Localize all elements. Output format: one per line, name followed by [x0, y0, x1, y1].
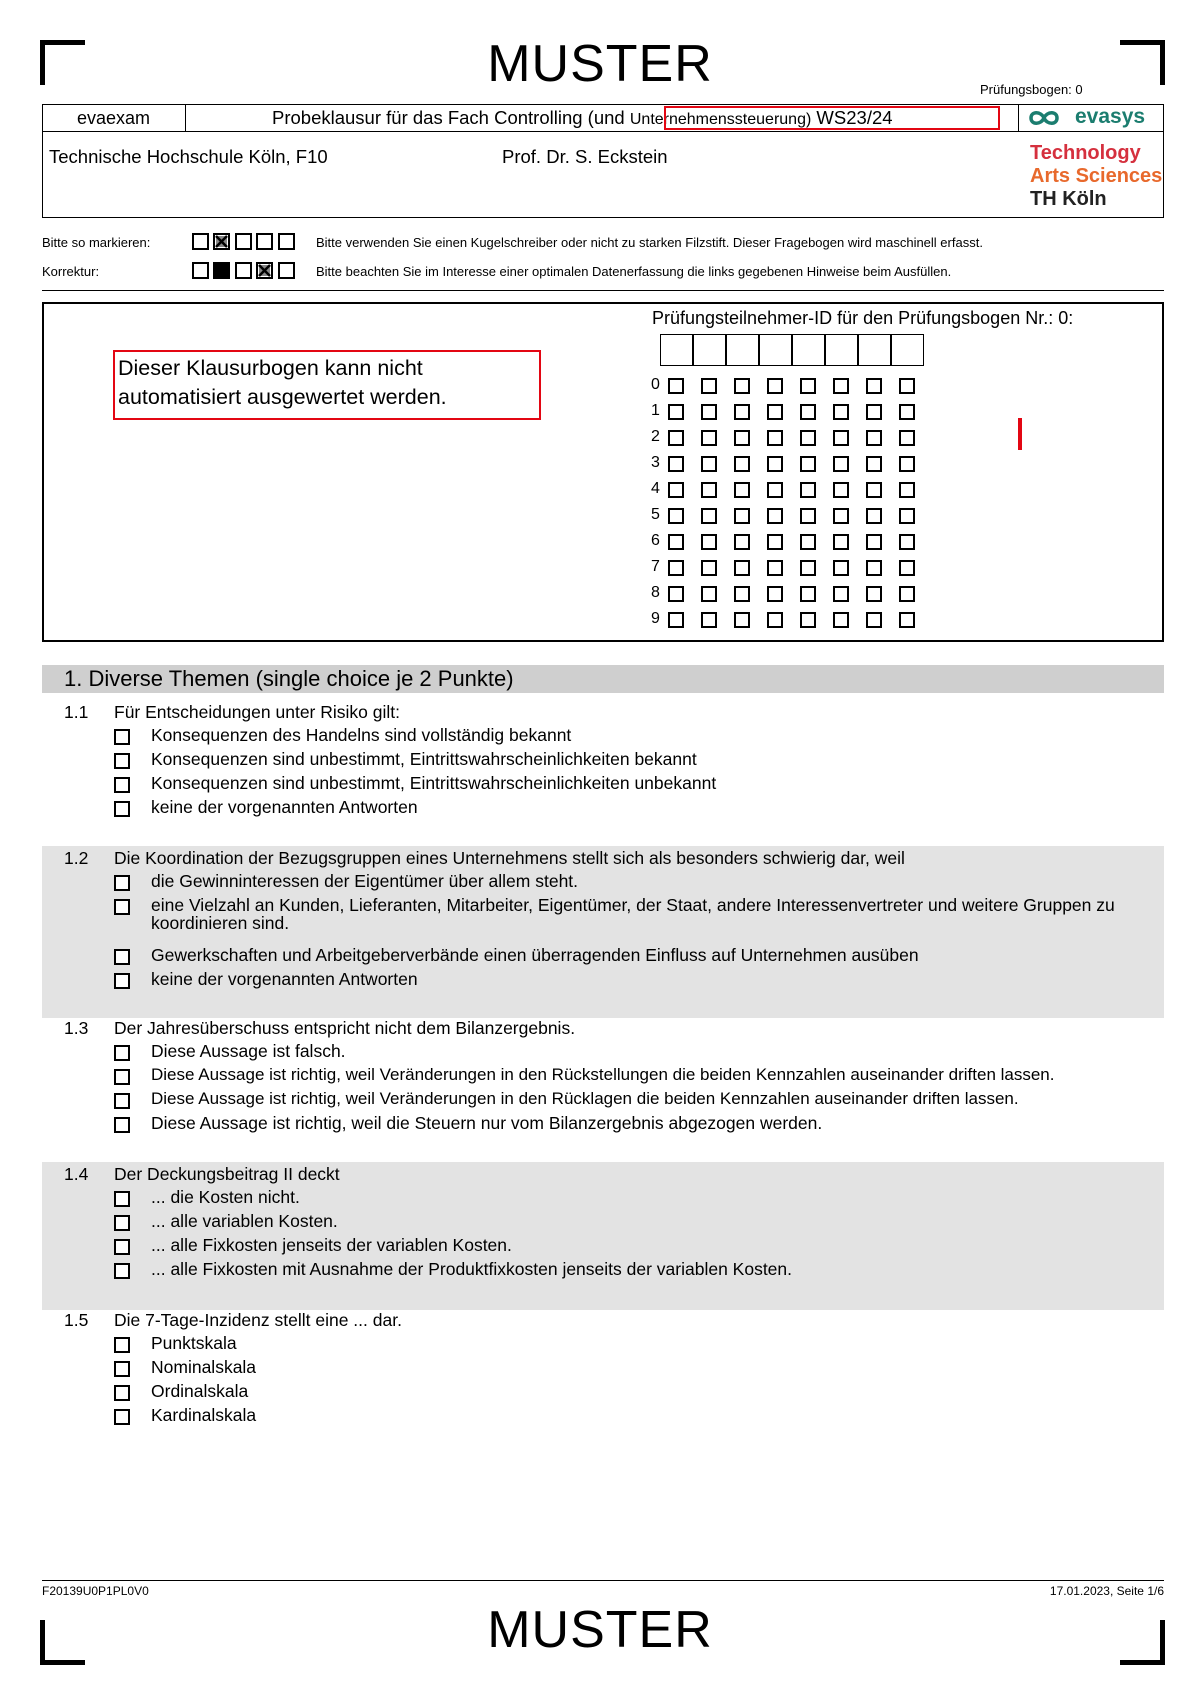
id-entry-cell[interactable] [825, 334, 858, 366]
digit-checkbox[interactable] [734, 456, 750, 472]
red-marker [1018, 418, 1022, 450]
digit-checkbox[interactable] [833, 430, 849, 446]
digit-checkbox[interactable] [734, 560, 750, 576]
digit-checkbox[interactable] [866, 612, 882, 628]
answer-text: keine der vorgenannten Antworten [151, 797, 418, 817]
digit-checkbox[interactable] [866, 430, 882, 446]
digit-checkbox[interactable] [899, 534, 915, 550]
answer-checkbox[interactable] [114, 1409, 130, 1425]
digit-checkbox[interactable] [866, 404, 882, 420]
digit-checkbox[interactable] [866, 456, 882, 472]
digit-label: 8 [651, 584, 660, 601]
digit-checkbox[interactable] [734, 430, 750, 446]
digit-checkbox[interactable] [668, 482, 684, 498]
digit-checkbox[interactable] [899, 430, 915, 446]
digit-checkbox[interactable] [800, 508, 816, 524]
institution: Technische Hochschule Köln, F10 [49, 146, 328, 167]
digit-checkbox[interactable] [701, 456, 717, 472]
digit-checkbox[interactable] [899, 456, 915, 472]
evasys-logo-icon [1027, 106, 1067, 130]
answer-option[interactable] [114, 1188, 1164, 1210]
correction-text: Bitte beachten Sie im Interesse einer optimalen Datenerfassung die links gegebenen Hinweise beim Ausfüllen. [316, 264, 952, 279]
digit-checkbox[interactable] [833, 508, 849, 524]
answer-text: Gewerkschaften und Arbeitgeberverbände einen überragenden Einfluss auf Unternehmen ausüben [151, 945, 919, 965]
digit-label: 1 [651, 402, 660, 419]
answer-text: ... alle variablen Kosten. [151, 1211, 338, 1231]
digit-checkbox[interactable] [800, 482, 816, 498]
digit-checkbox[interactable] [800, 612, 816, 628]
answer-checkbox[interactable] [114, 899, 130, 915]
question-number: 1.4 [64, 1164, 89, 1184]
logo-line-arts-sciences: Arts Sciences [1030, 165, 1163, 187]
digit-label: 7 [651, 558, 660, 575]
question-1-2 [42, 846, 1164, 1018]
example-checkbox-empty [278, 233, 295, 250]
digit-checkbox[interactable] [668, 586, 684, 602]
mark-instruction-text: Bitte verwenden Sie einen Kugelschreiber oder nicht zu starken Filzstift. Dieser Fragebogen wird maschinell erfasst. [316, 235, 983, 250]
answer-text: Kardinalskala [151, 1405, 257, 1425]
digit-checkbox[interactable] [800, 430, 816, 446]
digit-checkbox[interactable] [899, 612, 915, 628]
section-title: 1. Diverse Themen (single choice je 2 Punkte) [42, 665, 1164, 693]
example-checkbox-empty [192, 262, 209, 279]
th-koeln-logo [1030, 142, 1162, 211]
answer-checkbox[interactable] [114, 1093, 130, 1109]
example-checkbox-crossed [213, 233, 230, 250]
answer-option[interactable] [114, 750, 1164, 772]
answer-checkbox[interactable] [114, 1337, 130, 1353]
digit-checkbox[interactable] [899, 508, 915, 524]
digit-checkbox[interactable] [833, 378, 849, 394]
digit-checkbox[interactable] [800, 534, 816, 550]
id-entry-cell[interactable] [759, 334, 792, 366]
digit-checkbox[interactable] [668, 404, 684, 420]
participant-id-label: Prüfungsteilnehmer-ID für den Prüfungsbogen Nr.: 0: [652, 308, 1074, 328]
id-entry-cell[interactable] [891, 334, 924, 366]
answer-option[interactable] [114, 946, 1164, 968]
divider [42, 290, 1164, 291]
question-text: Die Koordination der Bezugsgruppen eines Unternehmens stellt sich als besonders schwierig dar, weil [114, 848, 905, 868]
answer-option[interactable] [114, 1406, 1164, 1428]
digit-checkbox[interactable] [899, 404, 915, 420]
answer-text: Konsequenzen sind unbestimmt, Eintrittswahrscheinlichkeiten unbekannt [151, 773, 717, 793]
answer-text: ... die Kosten nicht. [151, 1187, 300, 1207]
correction-label: Korrektur: [42, 264, 100, 279]
digit-label: 4 [651, 480, 660, 497]
digit-checkbox[interactable] [866, 586, 882, 602]
digit-checkbox[interactable] [833, 612, 849, 628]
warning-box [113, 350, 541, 420]
answer-checkbox[interactable] [114, 1069, 130, 1085]
answer-text: die Gewinninteressen der Eigentümer über allem steht. [151, 871, 579, 891]
example-checkbox-empty [235, 262, 252, 279]
digit-checkbox[interactable] [701, 586, 717, 602]
answer-option[interactable] [114, 896, 1164, 940]
question-number: 1.3 [64, 1018, 89, 1038]
warning-line-2: automatisiert ausgewertet werden. [118, 385, 447, 409]
id-entry-cell[interactable] [858, 334, 891, 366]
answer-option[interactable] [114, 798, 1164, 820]
answer-text: keine der vorgenannten Antworten [151, 969, 418, 989]
digit-checkbox[interactable] [668, 508, 684, 524]
digit-checkbox[interactable] [734, 482, 750, 498]
digit-checkbox[interactable] [800, 378, 816, 394]
answer-option[interactable] [114, 1334, 1164, 1356]
brand-name: evasys [1075, 105, 1146, 128]
digit-checkbox[interactable] [668, 430, 684, 446]
answer-text: ... alle Fixkosten mit Ausnahme der Produktfixkosten jenseits der variablen Kosten. [151, 1259, 793, 1279]
digit-checkbox[interactable] [866, 378, 882, 394]
answer-checkbox[interactable] [114, 1191, 130, 1207]
answer-option[interactable] [114, 1042, 1164, 1064]
digit-checkbox[interactable] [734, 508, 750, 524]
title-highlight-frame [664, 106, 1000, 130]
example-checkbox-empty [192, 233, 209, 250]
digit-checkbox[interactable] [767, 456, 783, 472]
answer-text: Punktskala [151, 1333, 237, 1353]
answer-text: Diese Aussage ist richtig, weil die Steuern nur vom Bilanzergebnis abgezogen werden. [151, 1113, 823, 1133]
question-text: Für Entscheidungen unter Risiko gilt: [114, 702, 400, 722]
digit-checkbox[interactable] [734, 404, 750, 420]
digit-checkbox[interactable] [800, 456, 816, 472]
digit-checkbox[interactable] [701, 508, 717, 524]
answer-checkbox[interactable] [114, 1361, 130, 1377]
footer-code: F20139U0P1PL0V0 [42, 1584, 149, 1598]
question-text: Der Jahresüberschuss entspricht nicht dem Bilanzergebnis. [114, 1018, 576, 1038]
question-number: 1.5 [64, 1310, 89, 1330]
professor: Prof. Dr. S. Eckstein [502, 146, 668, 167]
logo-line-technology: Technology [1030, 142, 1141, 164]
digit-checkbox[interactable] [899, 586, 915, 602]
answer-option[interactable] [114, 1114, 1164, 1136]
answer-option[interactable] [114, 1212, 1164, 1234]
answer-text: Konsequenzen des Handelns sind vollständig bekannt [151, 725, 572, 745]
answer-text: Ordinalskala [151, 1381, 249, 1401]
answer-checkbox[interactable] [114, 729, 130, 745]
digit-checkbox[interactable] [800, 586, 816, 602]
footer-date-page: 17.01.2023, Seite 1/6 [1049, 1584, 1164, 1598]
id-entry-cell[interactable] [660, 334, 693, 366]
answer-text: Diese Aussage ist richtig, weil Veränderungen in den Rückstellungen die beiden Kennzahlen auseinander driften lassen. [151, 1065, 1055, 1084]
question-number: 1.1 [64, 702, 89, 722]
answer-checkbox[interactable] [114, 1385, 130, 1401]
mark-instruction-label: Bitte so markieren: [42, 235, 151, 250]
digit-checkbox[interactable] [833, 560, 849, 576]
watermark-top: MUSTER [487, 35, 713, 93]
answer-checkbox[interactable] [114, 753, 130, 769]
digit-checkbox[interactable] [833, 586, 849, 602]
digit-checkbox[interactable] [767, 534, 783, 550]
question-1-4 [42, 1162, 1164, 1310]
brand-cell [1018, 104, 1164, 132]
digit-label: 2 [651, 428, 660, 445]
question-1-5 [42, 1308, 1164, 1430]
answer-text: Diese Aussage ist falsch. [151, 1041, 346, 1061]
question-number: 1.2 [64, 848, 89, 868]
answer-text: eine Vielzahl an Kunden, Lieferanten, Mitarbeiter, Eigentümer, der Staat, andere Interessenvertreter und weitere Gruppen zu koordinieren sind. [151, 895, 1115, 933]
system-label: evaexam [42, 104, 186, 132]
digit-checkbox[interactable] [668, 534, 684, 550]
answer-option[interactable] [114, 1260, 1164, 1282]
digit-label: 0 [651, 376, 660, 393]
answer-text: Nominalskala [151, 1357, 257, 1377]
answer-checkbox[interactable] [114, 1263, 130, 1279]
digit-checkbox[interactable] [899, 378, 915, 394]
digit-checkbox[interactable] [833, 456, 849, 472]
digit-checkbox[interactable] [866, 560, 882, 576]
correction-example [192, 262, 295, 280]
mark-example [192, 233, 295, 251]
id-entry-cell[interactable] [726, 334, 759, 366]
digit-checkbox[interactable] [701, 534, 717, 550]
digit-checkbox[interactable] [668, 378, 684, 394]
digit-checkbox[interactable] [701, 404, 717, 420]
answer-option[interactable] [114, 774, 1164, 796]
digit-checkbox[interactable] [734, 612, 750, 628]
digit-checkbox[interactable] [866, 482, 882, 498]
id-entry-cell[interactable] [792, 334, 825, 366]
digit-checkbox[interactable] [767, 612, 783, 628]
digit-checkbox[interactable] [800, 560, 816, 576]
answer-text: Konsequenzen sind unbestimmt, Eintrittswahrscheinlichkeiten bekannt [151, 749, 697, 769]
answer-text: Diese Aussage ist richtig, weil Veränderungen in den Rücklagen die beiden Kennzahlen auseinander driften lassen. [151, 1089, 1019, 1108]
example-checkbox-empty [235, 233, 252, 250]
digit-checkbox[interactable] [668, 456, 684, 472]
digit-checkbox[interactable] [701, 430, 717, 446]
digit-checkbox[interactable] [833, 404, 849, 420]
digit-label: 3 [651, 454, 660, 471]
example-checkbox-empty [256, 233, 273, 250]
digit-checkbox[interactable] [701, 378, 717, 394]
digit-checkbox[interactable] [899, 482, 915, 498]
digit-label: 6 [651, 532, 660, 549]
answer-option[interactable] [114, 1382, 1164, 1404]
digit-checkbox[interactable] [833, 534, 849, 550]
warning-line-1: Dieser Klausurbogen kann nicht [118, 356, 423, 380]
answer-option[interactable] [114, 1358, 1164, 1380]
digit-checkbox[interactable] [701, 560, 717, 576]
digit-checkbox[interactable] [866, 534, 882, 550]
answer-checkbox[interactable] [114, 1117, 130, 1133]
answer-checkbox[interactable] [114, 973, 130, 989]
digit-checkbox[interactable] [767, 560, 783, 576]
digit-checkbox[interactable] [767, 586, 783, 602]
answer-checkbox[interactable] [114, 801, 130, 817]
digit-checkbox[interactable] [767, 508, 783, 524]
digit-checkbox[interactable] [668, 560, 684, 576]
answer-checkbox[interactable] [114, 777, 130, 793]
digit-checkbox[interactable] [899, 560, 915, 576]
question-1-1 [42, 700, 1164, 822]
id-entry-cell[interactable] [693, 334, 726, 366]
question-text: Der Deckungsbeitrag II deckt [114, 1164, 340, 1184]
sheet-number: Prüfungsbogen: 0 [980, 82, 1083, 97]
digit-checkbox[interactable] [668, 612, 684, 628]
watermark-bottom: MUSTER [487, 1601, 713, 1659]
answer-option[interactable] [114, 872, 1164, 894]
example-checkbox-crossed [256, 262, 273, 279]
digit-checkbox[interactable] [734, 378, 750, 394]
answer-checkbox[interactable] [114, 949, 130, 965]
digit-checkbox[interactable] [734, 534, 750, 550]
answer-option[interactable] [114, 1066, 1164, 1088]
digit-label: 5 [651, 506, 660, 523]
exam-title-prefix: Probeklausur für das Fach Controlling (und [272, 107, 630, 128]
digit-checkbox[interactable] [767, 378, 783, 394]
answer-option[interactable] [114, 970, 1164, 992]
digit-checkbox[interactable] [800, 404, 816, 420]
header-info-row [42, 132, 1164, 218]
digit-label: 9 [651, 610, 660, 627]
answer-checkbox[interactable] [114, 1215, 130, 1231]
example-checkbox-empty [278, 262, 295, 279]
exam-title-suffix: WS23/24 [811, 107, 893, 128]
question-1-3 [42, 1016, 1164, 1138]
digit-checkbox[interactable] [833, 482, 849, 498]
question-text: Die 7-Tage-Inzidenz stellt eine ... dar. [114, 1310, 402, 1330]
digit-checkbox[interactable] [866, 508, 882, 524]
digit-checkbox[interactable] [767, 430, 783, 446]
answer-checkbox[interactable] [114, 1045, 130, 1061]
digit-checkbox[interactable] [701, 482, 717, 498]
digit-checkbox[interactable] [767, 404, 783, 420]
footer-divider [42, 1580, 1164, 1581]
answer-option[interactable] [114, 1090, 1164, 1112]
answer-option[interactable] [114, 1236, 1164, 1258]
answer-checkbox[interactable] [114, 875, 130, 891]
digit-checkbox[interactable] [701, 612, 717, 628]
logo-line-th-koeln: TH Köln [1030, 188, 1107, 210]
answer-checkbox[interactable] [114, 1239, 130, 1255]
answer-option[interactable] [114, 726, 1164, 748]
answer-text: ... alle Fixkosten jenseits der variablen Kosten. [151, 1235, 512, 1255]
example-checkbox-filled [213, 262, 230, 279]
digit-checkbox[interactable] [767, 482, 783, 498]
exam-title-highlight: Unternehmenssteuerung) [629, 111, 812, 128]
digit-checkbox[interactable] [734, 586, 750, 602]
